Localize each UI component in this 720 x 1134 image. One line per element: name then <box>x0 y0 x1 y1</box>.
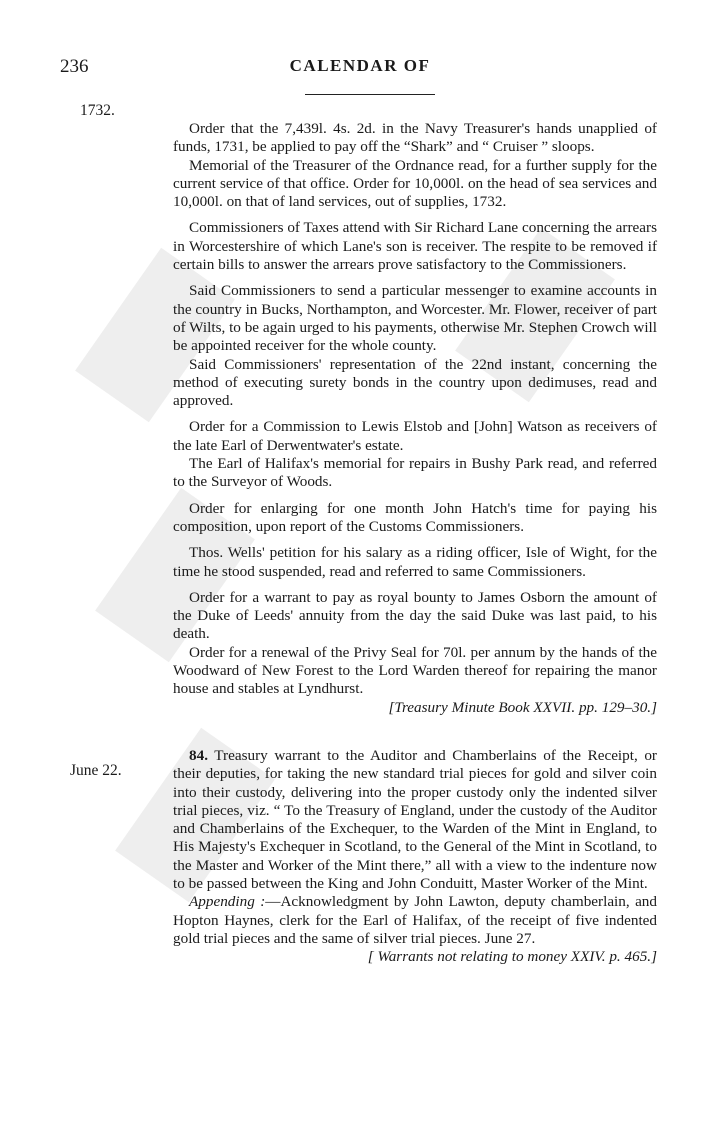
paragraph-6: Order for a Commission to Lewis Elstob and [John] Watson as receivers of the late Earl of Derwentwater's estate. <box>173 418 657 454</box>
citation-warrants: [ Warrants not relating to money XXIV. p. 465.] <box>367 948 657 966</box>
margin-year: 1732. <box>80 102 115 119</box>
paragraph-10: Order for a warrant to pay as royal bounty to James Osborn the amount of the Duke of Leeds' annuity from the day the said Duke was last paid, to his death. <box>173 588 657 643</box>
paragraph-5: Said Commissioners' representation of the 22nd instant, concerning the method of executing surety bonds in the country upon dedimuses, read and approved. <box>173 355 657 410</box>
paragraph-9: Thos. Wells' petition for his salary as a riding officer, Isle of Wight, for the time he stood suspended, read and referred to same Commissioners. <box>173 544 657 580</box>
header-rule <box>305 94 435 95</box>
page-number: 236 <box>60 56 89 77</box>
paragraph-2: Memorial of the Treasurer of the Ordnance read, for a further supply for the current service of that office. Order for 10,000l. on the head of sea services and 10,000l. on that of land services, out of supplies, 1732. <box>173 156 657 211</box>
paragraph-4: Said Commissioners to send a particular messenger to examine accounts in the country in Bucks, Northampton, and Worcester. Mr. Flower, receiver of part of Wilts, to be again urged to his payments, otherwise Mr. Stephen Crowch will be appointed receiver for the whole county. <box>173 282 657 355</box>
paragraph-1: Order that the 7,439l. 4s. 2d. in the Navy Treasurer's hands unapplied of funds, 1731, be applied to pay off the “Shark” and “ Cruiser ” sloops. <box>173 120 657 156</box>
paragraph-11: Order for a renewal of the Privy Seal for 70l. per annum by the hands of the Woodward of New Forest to the Lord Warden thereof for repairing the manor house and stables at Lyndhurst. <box>173 643 657 698</box>
appending-label: Appending : <box>189 893 266 911</box>
entry-text: Treasury warrant to the Auditor and Chamberlains of the Receipt, or their deputies, for taking the new standard trial pieces for gold and silver coin into their custody, delivering into the proper custody only the indented silver trial pieces, viz. “ To the Treasury of England, under the custody of the Auditor and Chamberlains of the Exchequer, to the Warden of the Mint in England, to His Majesty's Exchequer in Scotland, to the General of the Mint in Scotland, to the Master and Worker of the Mint there,” all with a view to the indenture now to be passed between the King and John Conduitt, Master Worker of the Mint. <box>173 746 657 892</box>
entry-84 <box>173 747 657 893</box>
running-title: CALENDAR OF <box>289 56 431 75</box>
appending-text: —Acknowledgment by John Lawton, deputy chamberlain, and Hopton Haynes, clerk for the Earl of Halifax, of the receipt of five indented gold trial pieces and the same of silver trial pieces. June 27. <box>173 893 657 947</box>
entry-number: 84. <box>189 746 208 764</box>
paragraph-7: The Earl of Halifax's memorial for repairs in Bushy Park read, and referred to the Surveyor of Woods. <box>173 455 657 491</box>
paragraph-3: Commissioners of Taxes attend with Sir Richard Lane concerning the arrears in Worcestershire of which Lane's son is receiver. The respite to be removed if certain bills to answer the arrears prove satisfactory to the Commissioners. <box>173 219 657 274</box>
paragraph-8: Order for enlarging for one month John Hatch's time for paying his composition, upon report of the Customs Commissioners. <box>173 499 657 535</box>
appending-note <box>173 893 657 948</box>
document-body <box>173 120 657 966</box>
citation-treasury-minute: [Treasury Minute Book XXVII. pp. 129–30.] <box>388 698 657 716</box>
margin-date: June 22. <box>70 762 122 779</box>
